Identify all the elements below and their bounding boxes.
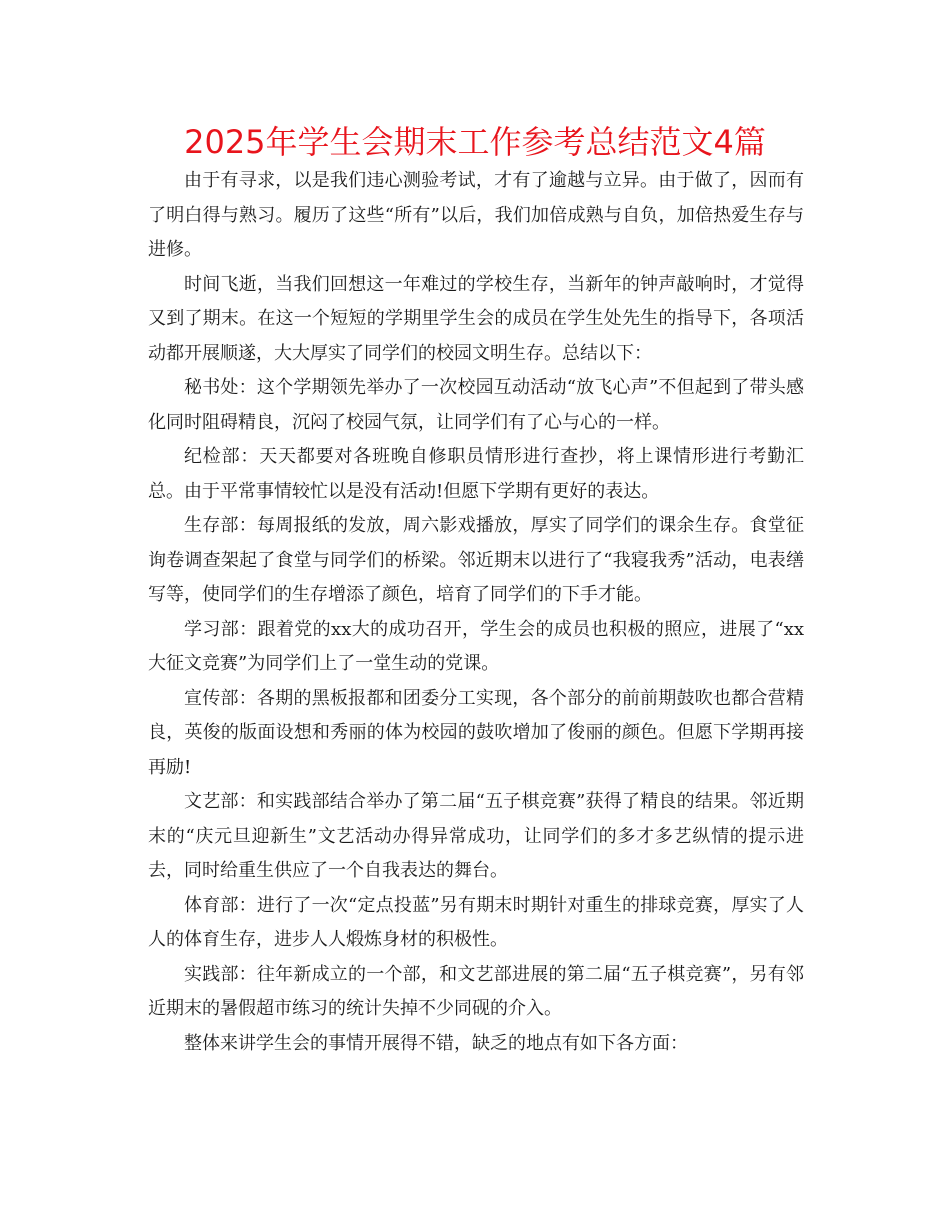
paragraph-secretariat: 秘书处：这个学期领先举办了一次校园互动活动“放飞心声”不但起到了带头感化同时阻碍精良，沉闷了校园气氛，让同学们有了心与心的一样。 bbox=[148, 377, 804, 433]
paragraph-life: 生存部：每周报纸的发放，周六影戏播放，厚实了同学们的课余生存。食堂征询卷调查架起了食堂与同学们的桥梁。邻近期末以进行了“我寝我秀”活动，电表缮写等，使同学们的生存增添了颜色，培育了同学们的下手才能。 bbox=[148, 515, 804, 605]
paragraph-publicity: 宣传部：各期的黑板报都和团委分工实现，各个部分的前前期鼓吹也都合营精良，英俊的版面设想和秀丽的体为校园的鼓吹增加了俊丽的颜色。但愿下学期再接再励! bbox=[148, 687, 804, 778]
document-body bbox=[148, 164, 804, 1061]
paragraph-overview: 时间飞逝，当我们回想这一年难过的学校生存，当新年的钟声敲响时，才觉得又到了期末。在这一个短短的学期里学生会的成员在学生处先生的指导下，各项活动都开展顺遂，大大厚实了同学们的校园文明生存。总结以下： bbox=[148, 273, 804, 364]
document-title: 2025年学生会期末工作参考总结范文4篇 bbox=[184, 123, 766, 161]
paragraph-practice: 实践部：往年新成立的一个部，和文艺部进展的第二届“五子棋竞赛”，另有邻近期末的暑假超市练习的统计失掉不少同砚的介入。 bbox=[148, 963, 804, 1019]
paragraph-intro: 由于有寻求，以是我们违心测验考试，才有了逾越与立异。由于做了，因而有了明白得与熟习。履历了这些“所有”以后，我们加倍成熟与自负，加倍热爱生存与进修。 bbox=[148, 170, 804, 260]
paragraph-study: 学习部：跟着党的xx大的成功召开，学生会的成员也积极的照应，进展了“xx大征文竞赛”为同学们上了一堂生动的党课。 bbox=[148, 618, 804, 674]
paragraph-arts: 文艺部：和实践部结合举办了第二届“五子棋竞赛”获得了精良的结果。邻近期末的“庆元旦迎新生”文艺活动办得异常成功，让同学们的多才多艺纵情的提示进去，同时给重生供应了一个自我表达的舞台。 bbox=[148, 791, 804, 881]
paragraph-sports: 体育部：进行了一次“定点投蓝”另有期末时期针对重生的排球竞赛，厚实了人人的体育生存，进步人人煅炼身材的积极性。 bbox=[148, 894, 804, 950]
paragraph-summary: 整体来讲学生会的事情开展得不错，缺乏的地点有如下各方面： bbox=[184, 1032, 688, 1054]
paragraph-discipline: 纪检部：天天都要对各班晚自修职员情形进行查抄，将上课情形进行考勤汇总。由于平常事情较忙以是没有活动!但愿下学期有更好的表达。 bbox=[148, 446, 804, 502]
